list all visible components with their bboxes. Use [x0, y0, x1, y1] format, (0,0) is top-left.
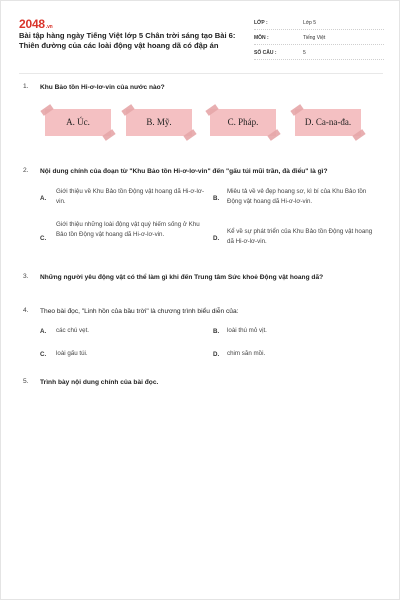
meta-row-class — [254, 17, 384, 30]
option-text-c[interactable]: Giới thiệu những loài động vật quý hiếm sống ở Khu Bảo tồn Động vật hoang dã Hi-ơ-lơ-vin. — [56, 221, 200, 238]
tape-decoration — [183, 129, 196, 141]
answer-option-d[interactable] — [295, 109, 361, 136]
meta-row-count — [254, 47, 384, 60]
question-number: 1. — [23, 83, 29, 90]
question-text: Nội dung chính của đoạn từ "Khu Bảo tồn Hi-ơ-lơ-vin" đến "gấu túi mũi trần, đà điểu" là gì? — [40, 168, 328, 175]
option-text-d[interactable]: chim săn mồi. — [227, 350, 266, 357]
logo-suffix: .vn — [45, 24, 53, 30]
worksheet-title: Bài tập hàng ngày Tiếng Việt lớp 5 Chân trời sáng tạo Bài 6: Thiên đường của các loài động vật hoang dã có đập án — [19, 31, 236, 50]
header-divider — [19, 73, 383, 74]
option-text-b[interactable]: Miêu tả về vẻ đẹp hoang sơ, kì bí của Khu Bảo tồn Động vật hoang dã Hi-ơ-lơ-vin. — [227, 188, 367, 205]
question-number: 4. — [23, 307, 29, 314]
option-label: D. Ca-na-đa. — [304, 117, 352, 127]
tape-decoration — [290, 104, 303, 116]
meta-row-subject — [254, 32, 384, 45]
answer-option-a[interactable] — [45, 109, 111, 136]
option-text-a[interactable]: các chú vẹt. — [56, 327, 90, 334]
option-text-d[interactable]: Kể về sự phát triển của Khu Bảo tồn Động vật hoang dã Hi-ơ-lơ-vin. — [227, 228, 373, 245]
option-label: B. Mỹ. — [146, 117, 172, 127]
site-logo[interactable] — [19, 17, 53, 31]
meta-info — [254, 17, 384, 62]
meta-key: SỐ CÂU : — [254, 50, 277, 56]
answer-option-c[interactable] — [210, 109, 276, 136]
question-text: Khu Bảo tồn Hi-ơ-lơ-vin của nước nào? — [40, 84, 165, 91]
option-letter: A. — [40, 195, 47, 202]
meta-value: 5 — [303, 50, 306, 56]
option-letter: B. — [213, 328, 220, 335]
tape-decoration — [102, 129, 115, 141]
tape-decoration — [121, 104, 134, 116]
option-letter: D. — [213, 235, 220, 242]
tape-decoration — [352, 129, 365, 141]
question-text: Theo bài đọc, "Linh hồn của bầu trời" là chương trình biểu diễn của: — [40, 308, 239, 315]
question-text: Trình bày nội dung chính của bài đọc. — [40, 379, 159, 386]
option-text-a[interactable]: Giới thiệu về Khu Bảo tồn Động vật hoang dã Hi-ơ-lơ-vin. — [56, 188, 205, 205]
tape-decoration — [205, 104, 218, 116]
option-label: C. Pháp. — [227, 117, 259, 127]
question-number: 5. — [23, 378, 29, 385]
option-text-b[interactable]: loài thú mỏ vịt. — [227, 327, 267, 334]
tape-decoration — [267, 129, 280, 141]
meta-value: Tiếng Việt — [303, 35, 326, 41]
answer-option-b[interactable] — [126, 109, 192, 136]
question-number: 3. — [23, 273, 29, 280]
meta-key: MÔN : — [254, 35, 269, 41]
meta-key: LỚP : — [254, 20, 268, 26]
meta-value: Lớp 5 — [303, 20, 317, 26]
logo-text: 2048 — [19, 17, 45, 31]
question-text: Những người yêu động vật có thể làm gì khi đến Trung tâm Sức khoẻ Động vật hoang dã? — [40, 274, 324, 281]
option-label: A. Úc. — [66, 117, 90, 127]
tape-decoration — [40, 104, 53, 116]
question-number: 2. — [23, 167, 29, 174]
worksheet-header — [19, 17, 383, 67]
option-letter: C. — [40, 351, 47, 358]
option-letter: A. — [40, 328, 47, 335]
option-letter: C. — [40, 235, 47, 242]
option-text-c[interactable]: loài gấu túi. — [56, 350, 88, 357]
option-letter: B. — [213, 195, 220, 202]
option-letter: D. — [213, 351, 220, 358]
